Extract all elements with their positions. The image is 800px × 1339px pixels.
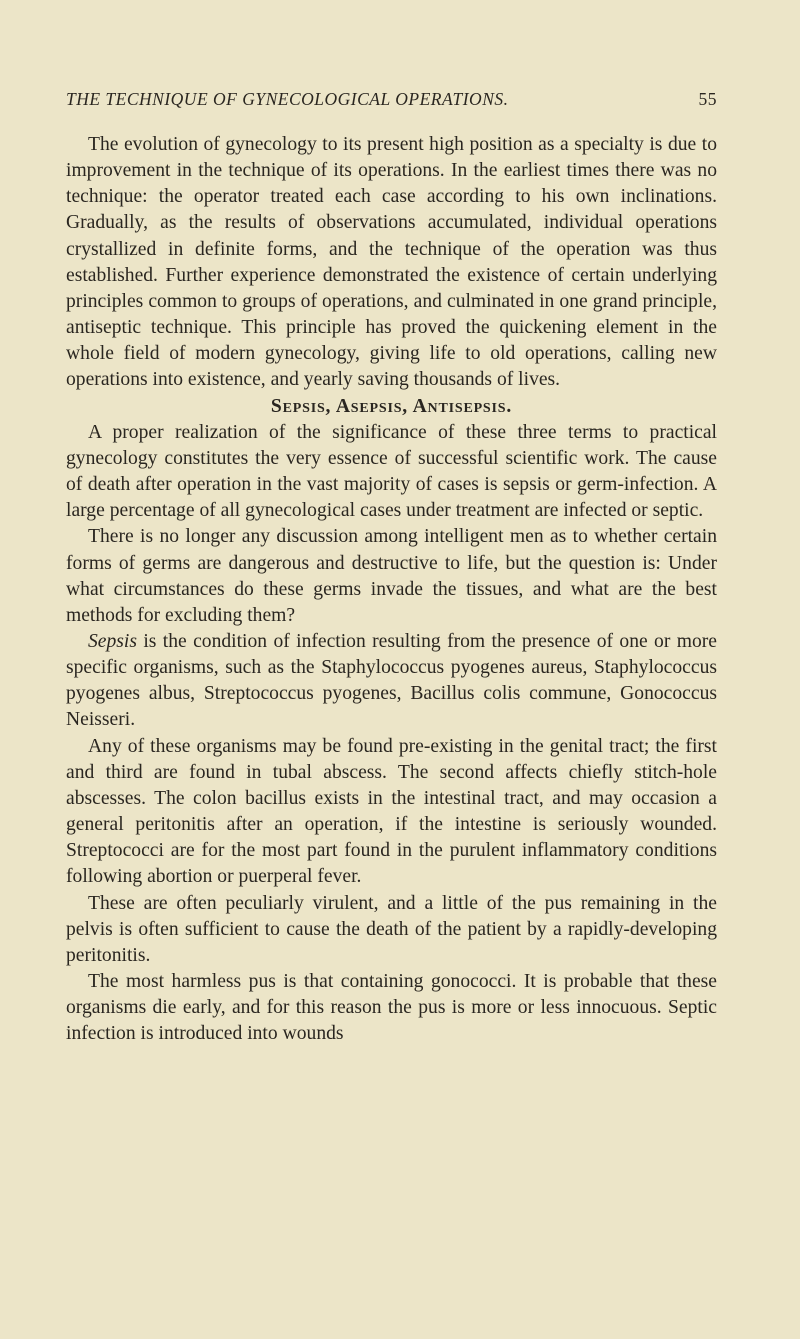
body-text: [66, 132, 717, 1047]
page-number: 55: [698, 89, 717, 109]
section-paragraph-6: The most harmless pus is that containing gonococci. It is probable that these organisms die early, and for this reason the pus is more or less innocuous. Septic infection is introduced into wounds: [66, 971, 717, 1045]
section-paragraph-1: A proper realization of the significance of these three terms to practical gynecology constitutes the very essence of successful scientific work. The cause of death after operation in the vast majority of cases is sepsis or germ-infection. A large percentage of all gynecological cases under treatment are infected or septic.: [66, 421, 717, 522]
section-paragraph-4: Any of these organisms may be found pre-existing in the genital tract; the first and third are found in tubal abscess. The second affects chiefly stitch-hole abscesses. The colon bacillus exists in the intestinal tract, and may occasion a general peritonitis after an operation, if the intestine is seriously wounded. Streptococci are for the most part found in the purulent inflammatory conditions following abortion or puerperal fever.: [66, 735, 717, 888]
section-paragraph-5: These are often peculiarly virulent, and a little of the pus remaining in the pelvis is often sufficient to cause the death of the patient by a rapidly-developing peritonitis.: [66, 892, 717, 966]
section-heading: Sepsis, Asepsis, Antisepsis.: [270, 395, 513, 417]
section-paragraph-2: There is no longer any discussion among intelligent men as to whether certain forms of germs are dangerous and destructive to life, but the question is: Under what circumstances do these germs invade the tissues, and what are the best methods for excluding them?: [66, 526, 717, 626]
running-header: [66, 89, 717, 115]
section-paragraph-3: [66, 629, 717, 734]
running-title: THE TECHNIQUE OF GYNECOLOGICAL OPERATIONS.: [66, 89, 509, 109]
sepsis-definition: is the condition of infection resulting from the presence of one or more specific organisms, such as the Staphylococcus pyogenes aureus, Staphylococcus pyogenes albus, Streptococcus pyogenes, Bacillus colis commune, Gonococcus Neisseri.: [66, 630, 717, 731]
sepsis-term: Sepsis: [88, 630, 137, 652]
intro-paragraph: The evolution of gynecology to its present high position as a specialty is due to improvement in the technique of its operations. In the earliest times there was no technique: the operator treated each case according to his own inclinations. Gradually, as the results of observations accumulated, individual operations crystallized in definite forms, and the technique of the operation was thus established. Further experience demonstrated the existence of certain underlying principles common to groups of operations, and culminated in one grand principle, antiseptic technique. This principle has proved the quickening element in the whole field of modern gynecology, giving life to old operations, calling new operations into existence, and yearly saving thousands of lives.: [66, 134, 717, 391]
